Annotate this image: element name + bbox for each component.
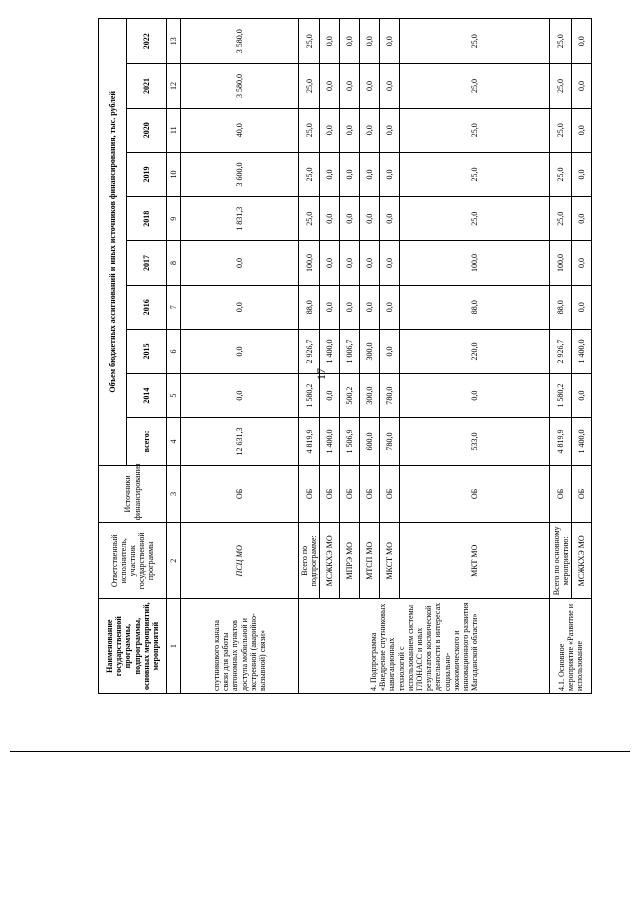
- page-number: 17: [314, 368, 328, 380]
- row-value: 0,0: [181, 374, 299, 418]
- row-source: ОБ: [572, 465, 592, 523]
- row-value: 25,0: [299, 64, 320, 108]
- row-value: 0,0: [320, 64, 340, 108]
- row-value: 0,0: [320, 197, 340, 241]
- main-activity-name: 4.1. Основное мероприятие «Развитие и использование: [550, 599, 592, 694]
- row-source: ОБ: [340, 465, 360, 523]
- header-year: 2017: [127, 241, 167, 285]
- row-value: 25,0: [400, 108, 550, 152]
- row-value: 25,0: [400, 19, 550, 64]
- row-value: 3 580,0: [181, 19, 299, 64]
- row-value: 220,0: [400, 329, 550, 373]
- row-value: 100,0: [400, 241, 550, 285]
- subprogram-name: 4. Подпрограмма «Внедрение спутниковых навигационных технологий с использованием системы ГЛОНАСС и иных результатов космической деятельности в интересах социально-экономического и инновационного развития Магаданской области»: [299, 599, 550, 694]
- header-executor: Ответственный исполнитель, участник государственной программы: [99, 523, 167, 599]
- row-value: 25,0: [550, 108, 572, 152]
- row-source: ОБ: [299, 465, 320, 523]
- row-value: 1 400,0: [320, 329, 340, 373]
- column-number: 8: [167, 241, 181, 285]
- row-total: 4 819,9: [550, 418, 572, 465]
- row-source: ОБ: [400, 465, 550, 523]
- column-number: 13: [167, 19, 181, 64]
- row-value: 25,0: [299, 197, 320, 241]
- row-value: 0,0: [320, 285, 340, 329]
- row-value: 300,0: [360, 374, 380, 418]
- row-total: 533,0: [400, 418, 550, 465]
- row-executor: МКСТ МО: [380, 523, 400, 599]
- row-value: 0,0: [360, 197, 380, 241]
- header-year: 2016: [127, 285, 167, 329]
- row-value: 0,0: [181, 285, 299, 329]
- row-executor: МСЖКХЭ МО: [320, 523, 340, 599]
- row-value: 0,0: [572, 374, 592, 418]
- row-total: 600,0: [360, 418, 380, 465]
- table-row: [400, 19, 550, 694]
- row-value: 100,0: [550, 241, 572, 285]
- header-year: 2015: [127, 329, 167, 373]
- row-value: 0,0: [380, 108, 400, 152]
- row-source: ОБ: [320, 465, 340, 523]
- header-year: 2021: [127, 64, 167, 108]
- row-value: 88,0: [299, 285, 320, 329]
- row-total: 1 400,0: [320, 418, 340, 465]
- row-value: 0,0: [360, 241, 380, 285]
- table-row: [380, 19, 400, 694]
- row-value: 0,0: [340, 241, 360, 285]
- row-value: 2 926,7: [550, 329, 572, 373]
- row-value: 0,0: [340, 152, 360, 196]
- row-value: 500,2: [340, 374, 360, 418]
- row-value: 100,0: [299, 241, 320, 285]
- row-value: 25,0: [550, 152, 572, 196]
- row-value: 0,0: [572, 64, 592, 108]
- table-row: [340, 19, 360, 694]
- row-value: 0,0: [340, 285, 360, 329]
- row-value: 25,0: [550, 64, 572, 108]
- row-value: 300,0: [360, 329, 380, 373]
- row-value: 0,0: [380, 197, 400, 241]
- row-value: 0,0: [360, 152, 380, 196]
- row-value: 0,0: [380, 152, 400, 196]
- rotated-table-area: [98, 18, 587, 694]
- row-value: 0,0: [572, 152, 592, 196]
- row-value: 40,0: [181, 108, 299, 152]
- row-value: 0,0: [380, 241, 400, 285]
- table-row: [550, 19, 572, 694]
- header-funding: Объем бюджетных ассигнований и иных источников финансирования, тыс. рублей: [99, 19, 127, 466]
- row-executor: Всего по основному мероприятию:: [550, 523, 572, 599]
- row-value: 25,0: [400, 152, 550, 196]
- row-value: 0,0: [360, 64, 380, 108]
- row-value: 0,0: [320, 241, 340, 285]
- column-number-row: [167, 19, 181, 694]
- header-source: Источники финансирования: [99, 465, 167, 523]
- table-row: [181, 19, 299, 694]
- row-value: 0,0: [340, 64, 360, 108]
- row-value: 0,0: [360, 108, 380, 152]
- row-name: спутникового канала связи для работы автономных пунктов доступа мобильной и экстренной (аварийно-вызывной) связи»: [181, 599, 299, 694]
- row-value: 0,0: [320, 108, 340, 152]
- row-value: 0,0: [360, 19, 380, 64]
- table-row: [299, 19, 320, 694]
- row-value: 25,0: [400, 64, 550, 108]
- row-executor: МТСП МО: [360, 523, 380, 599]
- row-source: ОБ: [360, 465, 380, 523]
- row-value: 88,0: [400, 285, 550, 329]
- row-value: 0,0: [320, 374, 340, 418]
- row-value: 0,0: [320, 152, 340, 196]
- table-row: [572, 19, 592, 694]
- row-executor: ПСЦ МО: [181, 523, 299, 599]
- row-value: 25,0: [400, 197, 550, 241]
- row-value: 3 600,0: [181, 152, 299, 196]
- header-total: всего:: [127, 418, 167, 465]
- row-value: 1 580,2: [550, 374, 572, 418]
- row-value: 25,0: [550, 197, 572, 241]
- header-name: Наименование государственной программы, подпрограммы, основных мероприятий, мероприятий: [99, 599, 167, 694]
- row-value: 0,0: [572, 197, 592, 241]
- column-number: 4: [167, 418, 181, 465]
- horizontal-rule: [10, 751, 630, 752]
- row-value: 88,0: [550, 285, 572, 329]
- row-value: 25,0: [299, 152, 320, 196]
- header-year: 2014: [127, 374, 167, 418]
- row-executor: Всего по подпрограмме:: [299, 523, 320, 599]
- column-number: 10: [167, 152, 181, 196]
- row-value: 0,0: [572, 108, 592, 152]
- row-executor: МКТ МО: [400, 523, 550, 599]
- row-value: 0,0: [380, 285, 400, 329]
- row-value: 1 580,2: [299, 374, 320, 418]
- table-row: [320, 19, 340, 694]
- row-value: 0,0: [572, 285, 592, 329]
- column-number: 5: [167, 374, 181, 418]
- row-total: 4 819,9: [299, 418, 320, 465]
- row-value: 0,0: [400, 374, 550, 418]
- row-source: ОБ: [380, 465, 400, 523]
- row-value: 1 400,0: [572, 329, 592, 373]
- row-value: 0,0: [572, 241, 592, 285]
- row-executor: МСЖКХЭ МО: [572, 523, 592, 599]
- row-source: ОБ: [181, 465, 299, 523]
- column-number: 6: [167, 329, 181, 373]
- column-number: 1: [167, 599, 181, 694]
- column-number: 3: [167, 465, 181, 523]
- row-value: 25,0: [550, 19, 572, 64]
- table-row: [360, 19, 380, 694]
- column-number: 9: [167, 197, 181, 241]
- row-value: 0,0: [340, 197, 360, 241]
- row-executor: МПРЭ МО: [340, 523, 360, 599]
- row-total: 780,0: [380, 418, 400, 465]
- row-value: 25,0: [299, 108, 320, 152]
- column-number: 11: [167, 108, 181, 152]
- row-value: 0,0: [340, 108, 360, 152]
- row-total: 12 631,3: [181, 418, 299, 465]
- row-total: 1 506,9: [340, 418, 360, 465]
- column-number: 12: [167, 64, 181, 108]
- row-value: 0,0: [360, 285, 380, 329]
- row-value: 2 926,7: [299, 329, 320, 373]
- row-value: 0,0: [181, 241, 299, 285]
- row-value: 25,0: [299, 19, 320, 64]
- row-value: 0,0: [380, 64, 400, 108]
- header-year: 2018: [127, 197, 167, 241]
- header-year: 2020: [127, 108, 167, 152]
- column-number: 2: [167, 523, 181, 599]
- row-value: 1 006,7: [340, 329, 360, 373]
- row-value: 1 831,3: [181, 197, 299, 241]
- row-total: 1 400,0: [572, 418, 592, 465]
- row-value: 0,0: [181, 329, 299, 373]
- header-year: 2022: [127, 19, 167, 64]
- row-value: 3 580,0: [181, 64, 299, 108]
- row-value: 0,0: [572, 19, 592, 64]
- row-source: ОБ: [550, 465, 572, 523]
- row-value: 0,0: [340, 19, 360, 64]
- row-value: 0,0: [320, 19, 340, 64]
- row-value: 780,0: [380, 374, 400, 418]
- row-value: 0,0: [380, 329, 400, 373]
- column-number: 7: [167, 285, 181, 329]
- header-year: 2019: [127, 152, 167, 196]
- budget-table: [98, 18, 592, 694]
- header-row-1: [99, 19, 127, 694]
- row-value: 0,0: [380, 19, 400, 64]
